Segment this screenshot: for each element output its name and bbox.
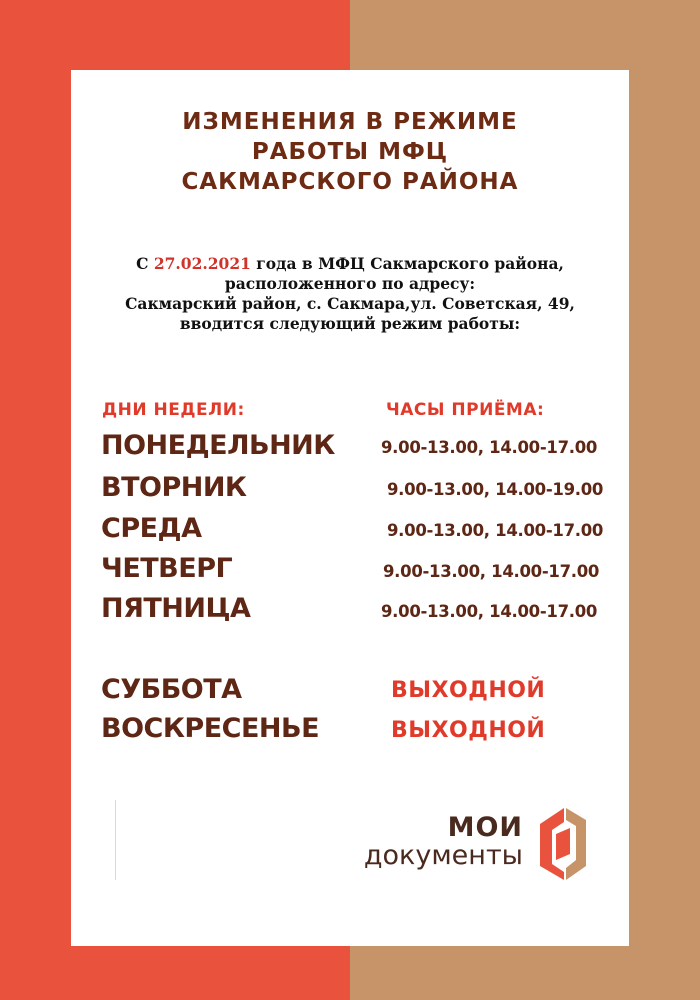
hours-wednesday: 9.00-13.00, 14.00-17.00 — [387, 521, 604, 540]
title-line-1: ИЗМЕНЕНИЯ В РЕЖИМЕ — [182, 109, 518, 135]
logo-mark-icon — [536, 802, 590, 882]
intro-line-4: вводится следующий режим работы: — [179, 314, 521, 333]
status-saturday: ВЫХОДНОЙ — [391, 678, 546, 703]
moi-dokumenty-logo — [341, 798, 621, 898]
intro-prefix: С — [136, 254, 149, 273]
hours-friday: 9.00-13.00, 14.00-17.00 — [381, 602, 598, 621]
day-thursday: ЧЕТВЕРГ — [101, 553, 233, 584]
logo-text-bottom: документы — [363, 840, 523, 871]
intro-line-3: Сакмарский район, с. Сакмара,ул. Советская, 49, — [125, 294, 575, 313]
hours-thursday: 9.00-13.00, 14.00-17.00 — [383, 562, 600, 581]
days-header: ДНИ НЕДЕЛИ: — [102, 400, 245, 420]
day-sunday: ВОСКРЕСЕНЬЕ — [101, 713, 320, 744]
intro-line-2: расположенного по адресу: — [224, 274, 476, 293]
logo-text-top: МОИ — [447, 812, 523, 843]
title-line-3: САКМАРСКОГО РАЙОНА — [181, 169, 519, 195]
day-saturday: СУББОТА — [101, 674, 242, 705]
day-wednesday: СРЕДА — [101, 513, 202, 544]
notice-title — [71, 107, 629, 197]
hours-tuesday: 9.00-13.00, 14.00-19.00 — [387, 480, 604, 499]
effective-date: 27.02.2021 — [153, 254, 251, 273]
hours-header: ЧАСЫ ПРИЁМА: — [386, 400, 545, 420]
hours-monday: 9.00-13.00, 14.00-17.00 — [381, 438, 598, 457]
day-monday: ПОНЕДЕЛЬНИК — [101, 430, 335, 461]
day-friday: ПЯТНИЦА — [101, 593, 251, 624]
status-sunday: ВЫХОДНОЙ — [391, 718, 546, 743]
title-line-2: РАБОТЫ МФЦ — [251, 139, 449, 165]
divider-line — [115, 800, 116, 880]
intro-paragraph — [71, 254, 629, 334]
intro-line-1: года в МФЦ Сакмарского района, — [256, 254, 564, 273]
notice-card — [71, 70, 629, 946]
day-tuesday: ВТОРНИК — [101, 472, 247, 503]
